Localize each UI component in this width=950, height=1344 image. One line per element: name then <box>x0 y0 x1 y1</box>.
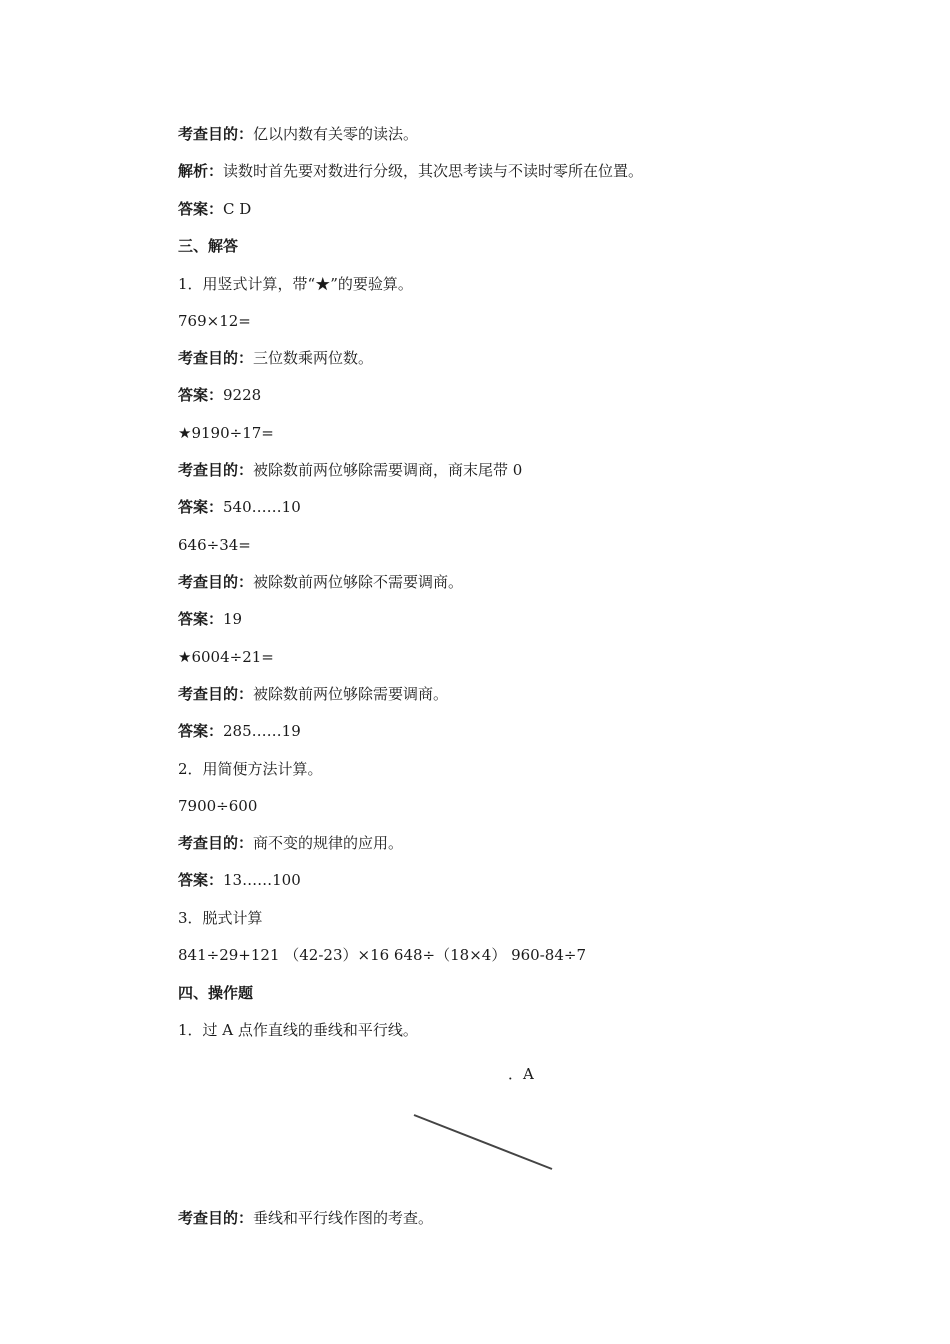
purpose-text: 被除数前两位够除需要调商。 <box>253 685 449 703</box>
question-3: 3．脱式计算 <box>178 909 263 927</box>
answer-line-1 <box>178 199 251 219</box>
answer-text: 13……100 <box>223 871 301 889</box>
purpose-text: 商不变的规律的应用。 <box>253 834 404 852</box>
answer-label: 答案： <box>178 871 224 889</box>
purpose-line-2 <box>178 348 373 368</box>
purpose-label: 考查目的： <box>178 573 254 591</box>
purpose-text: 三位数乘两位数。 <box>253 349 374 367</box>
expression-6: 841÷29+121 （42-23）×16 648÷（18×4） 960-84÷7 <box>178 946 586 964</box>
purpose-label: 考查目的： <box>178 125 254 143</box>
answer-text: 9228 <box>223 386 262 404</box>
expression-3: 646÷34= <box>178 536 251 554</box>
question-4: 1．过 A 点作直线的垂线和平行线。 <box>178 1021 418 1039</box>
question-2: 2．用简便方法计算。 <box>178 760 323 778</box>
purpose-label: 考查目的： <box>178 834 254 852</box>
answer-line-4 <box>178 609 242 629</box>
answer-label: 答案： <box>178 386 224 404</box>
purpose-line-4 <box>178 572 463 592</box>
answer-line-5 <box>178 721 301 741</box>
expression-5: 7900÷600 <box>178 797 258 815</box>
answer-line-6 <box>178 870 301 890</box>
purpose-label: 考查目的： <box>178 349 254 367</box>
purpose-label: 考查目的： <box>178 461 254 479</box>
purpose-text: 亿以内数有关零的读法。 <box>253 125 419 143</box>
expression-4: ★6004÷21= <box>178 648 274 666</box>
answer-label: 答案： <box>178 200 224 218</box>
purpose-line-6 <box>178 833 403 853</box>
purpose-text: 垂线和平行线作图的考查。 <box>253 1209 434 1227</box>
answer-label: 答案： <box>178 610 224 628</box>
straight-line <box>414 1115 552 1169</box>
purpose-text: 被除数前两位够除不需要调商。 <box>253 573 464 591</box>
expression-1: 769×12= <box>178 312 251 330</box>
purpose-line-1 <box>178 124 418 144</box>
answer-text: 540……10 <box>223 498 301 516</box>
analysis-line <box>178 161 643 181</box>
purpose-line-3 <box>178 460 522 480</box>
point-a-label: ．A <box>508 1065 534 1083</box>
answer-label: 答案： <box>178 722 224 740</box>
purpose-line-5 <box>178 684 448 704</box>
purpose-label: 考查目的： <box>178 685 254 703</box>
answer-label: 答案： <box>178 498 224 516</box>
analysis-label: 解析： <box>178 162 224 180</box>
purpose-text: 被除数前两位够除需要调商，商末尾带 0 <box>253 461 523 479</box>
expression-2: ★9190÷17= <box>178 424 274 442</box>
section-heading-3: 三、解答 <box>178 237 239 255</box>
section-heading-4: 四、操作题 <box>178 984 254 1002</box>
purpose-line-7 <box>178 1208 433 1228</box>
answer-line-3 <box>178 497 301 517</box>
answer-text: 19 <box>223 610 243 628</box>
analysis-text: 读数时首先要对数进行分级，其次思考读与不读时零所在位置。 <box>223 162 644 180</box>
answer-text: 285……19 <box>223 722 301 740</box>
line-figure <box>400 1060 570 1180</box>
purpose-label: 考查目的： <box>178 1209 254 1227</box>
answer-line-2 <box>178 385 261 405</box>
answer-text: C D <box>223 200 252 218</box>
question-1: 1．用竖式计算，带“★”的要验算。 <box>178 275 413 293</box>
